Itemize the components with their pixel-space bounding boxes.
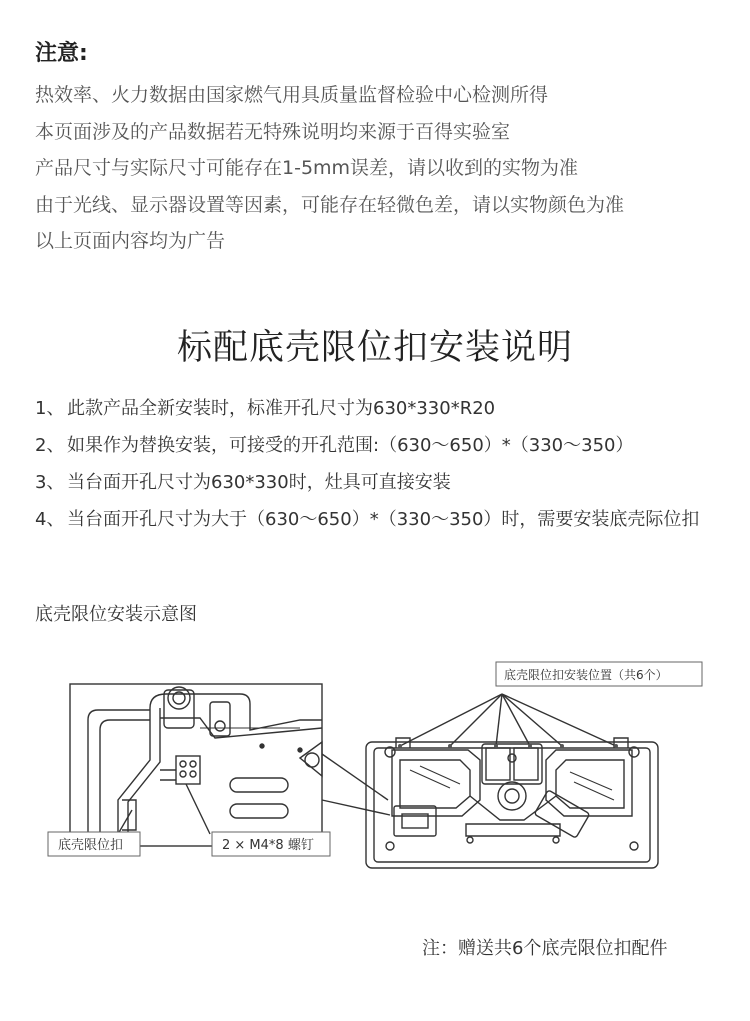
step-text: 当台面开孔尺寸为630*330时，灶具可直接安装 (67, 472, 451, 493)
clip-label: 底壳限位扣 (58, 838, 124, 853)
footer-note: 注：赠送共6个底壳限位扣配件 (422, 938, 668, 959)
notice-item: 本页面涉及的产品数据若无特殊说明均来源于百得实验室 (35, 120, 511, 143)
step-number: 1、 (35, 398, 65, 419)
step-number: 2、 (35, 435, 65, 456)
step-text: 当台面开孔尺寸为大于（630～650）*（330～350）时，需要安装底壳际位扣 (67, 509, 700, 530)
cooktop-outline (366, 742, 658, 868)
positions-label: 底壳限位扣安装位置（共6个） (504, 668, 668, 682)
notice-item: 由于光线、显示器设置等因素，可能存在轻微色差，请以实物颜色为准 (35, 193, 625, 216)
notice-item: 热效率、火力数据由国家燃气用具质量监督检验中心检测所得 (35, 84, 549, 106)
screw-label: 2 × M4*8 螺钉 (222, 838, 314, 853)
step-number: 4、 (35, 509, 65, 530)
step-item (35, 468, 725, 498)
step-item (35, 431, 725, 461)
installation-diagram (0, 650, 750, 880)
step-number: 3、 (35, 472, 65, 493)
step-item (35, 505, 725, 535)
notice-list (35, 80, 624, 263)
notice-item: 产品尺寸与实际尺寸可能存在1-5mm误差，请以收到的实物为准 (35, 157, 579, 179)
step-item (35, 394, 725, 424)
step-text: 此款产品全新安装时，标准开孔尺寸为630*330*R20 (67, 398, 496, 419)
step-text: 如果作为替换安装，可接受的开孔范围:（630～650）*（330～350） (67, 435, 634, 456)
install-steps (35, 394, 725, 542)
notice-item: 以上页面内容均为广告 (35, 230, 226, 252)
notice-title: 注意: (35, 41, 88, 66)
diagram-caption: 底壳限位安装示意图 (35, 604, 197, 625)
section-title: 标配底壳限位扣安装说明 (176, 328, 573, 368)
